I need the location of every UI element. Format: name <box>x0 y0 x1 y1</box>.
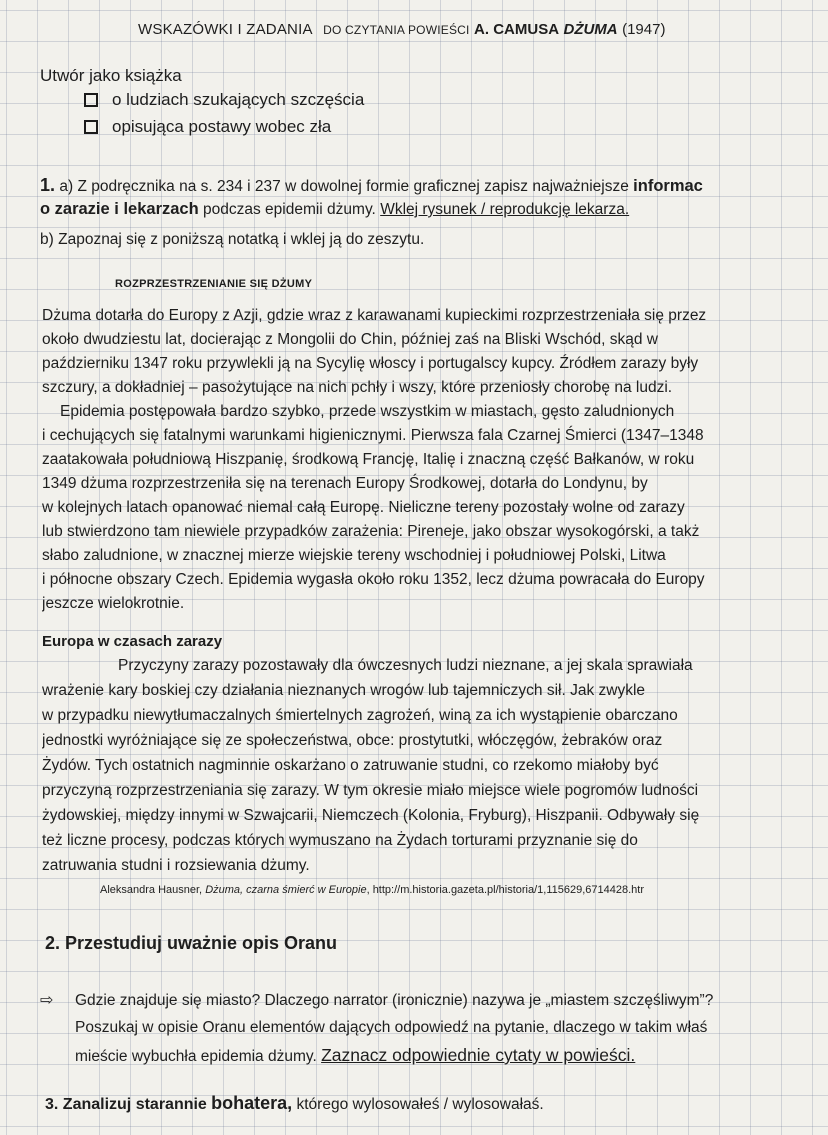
section-paragraph <box>42 653 790 878</box>
task1-a-line2 <box>40 197 810 221</box>
task1-a-line1 <box>40 173 810 197</box>
title-author: A. CAMUSA <box>474 21 560 38</box>
intro-heading: Utwór jako książka <box>40 66 182 85</box>
text-line: zaatakowała południową Hiszpanię, środkową Francję, Italię i znaczną część Bałkanów, w roku <box>42 451 695 468</box>
title-sub: DO CZYTANIA POWIEŚCI <box>323 23 470 37</box>
option-item <box>84 88 584 112</box>
arrow-right-icon: ⇨ <box>40 992 54 1009</box>
source-url: , http://m.historia.gazeta.pl/historia/1,115629,6714428.htr <box>366 884 644 896</box>
text-line: i północne obszary Czech. Epidemia wygasła około roku 1352, lecz dżuma powracała do Europy <box>42 571 705 588</box>
task1-a-text: Z podręcznika na s. 234 i 237 w dowolnej formie graficznej zapisz najważniejsze <box>77 178 629 195</box>
text-line: w przypadku niewytłumaczalnych śmiertelnych zagrożeń, winą za ich wystąpienie obarczano <box>42 707 678 724</box>
source-citation <box>100 882 828 898</box>
text-line: jednostki wyróżniające się ze społeczeństwa, obce: prostytutki, włóczęgów, żebraków oraz <box>42 732 663 749</box>
text-line: zatruwania studni i rozsiewania dżumy. <box>42 857 310 874</box>
task1-a-bold: o zarazie i lekarzach <box>40 200 199 218</box>
task2-question: Gdzie znajduje się miasto? Dlaczego narrator (ironicznie) nazywa je „miastem szczęśliwym”? <box>75 992 714 1009</box>
task2-search-line2 <box>75 1042 828 1068</box>
text-line: szczury, a dokładniej – pasożytujące na nich pchły i wszy, które przeniosły chorobę na ludzi. <box>42 379 673 396</box>
text-line: około dwudziestu lat, docierając z Mongolii do Chin, później zaś na Bliski Wschód, skąd w <box>42 331 658 348</box>
text-line: Dżuma dotarła do Europy z Azji, gdzie wraz z karawanami kupieckimi rozprzestrzeniała się przez <box>42 307 707 324</box>
document-title <box>138 18 738 42</box>
text-line: Żydów. Tych ostatnich nagminnie oskarżano o zatruwanie studni, co rzekomo miałoby być <box>42 757 659 774</box>
text-line: jeszcze wielokrotnie. <box>42 595 185 612</box>
title-main: WSKAZÓWKI I ZADANIA <box>138 21 313 38</box>
task2-search-line1: Poszukaj w opisie Oranu elementów dających odpowiedź na pytanie, dlaczego w takim właś <box>75 1019 708 1036</box>
text-line: i cechujących się fatalnymi warunkami higienicznymi. Pierwsza fala Czarnej Śmierci (1347–1348 <box>42 427 704 444</box>
text-line: Epidemia postępowała bardzo szybko, przede wszystkim w miastach, gęsto zaludnionych <box>60 403 675 420</box>
text-line: też liczne procesy, podczas których wymuszano na Żydach torturami przyznanie się do <box>42 832 638 849</box>
checkbox-icon <box>84 93 98 107</box>
source-author: Aleksandra Hausner, <box>100 884 203 896</box>
text-line: przyczyną rozprzestrzeniania się zarazy. W tym okresie miało miejsce wiele pogromów ludności <box>42 782 699 799</box>
task2-search-text: mieście wybuchła epidemia dżumy. <box>75 1048 317 1065</box>
task1-b-text: Zapoznaj się z poniższą notatką i wklej ją do zeszytu. <box>58 231 425 248</box>
source-work: Dżuma, czarna śmierć w Europie <box>205 884 367 896</box>
option-item <box>84 115 584 139</box>
task3-heading: 3. Zanalizuj starannie <box>45 1096 207 1113</box>
text-line: w kolejnych latach opanować niemal całą Europę. Nieliczne tereny pozostały wolne od zarazy <box>42 499 685 516</box>
task1-number: 1. <box>40 175 56 195</box>
task3-rest: którego wylosowałeś / wylosowałaś. <box>296 1096 544 1113</box>
text-line: żydowskiej, między innymi w Szwajcarii, Niemczech (Kolonia, Fryburg), Hiszpanii. Odbywały się <box>42 807 700 824</box>
task2-search-underlined: Zaznacz odpowiednie cytaty w powieści. <box>321 1045 636 1065</box>
text-line: lub stwierdzono tam niewiele przypadków zarażenia: Pireneje, jako obszar wysokogórski, a takż <box>42 523 700 540</box>
note-heading: ROZPRZESTRZENIANIE SIĘ DŻUMY <box>115 278 313 290</box>
title-year: (1947) <box>622 21 666 38</box>
task1-a-text2: podczas epidemii dżumy. <box>202 201 376 218</box>
note-paragraph-1 <box>42 304 790 400</box>
task1-a-label: a) <box>59 178 74 195</box>
option-label: o ludziach szukających szczęścia <box>112 90 365 109</box>
task1-a-underlined: Wklej rysunek / reprodukcję lekarza. <box>380 201 630 218</box>
option-label: opisująca postawy wobec zła <box>112 117 332 136</box>
task1-a-text-end: informac <box>633 177 703 195</box>
section-heading: Europa w czasach zarazy <box>42 633 223 650</box>
task1-b-label: b) <box>40 231 54 248</box>
text-line: słabo zaludnione, w znacznej mierze wiejskie tereny wschodniej i południowej Polski, Litwa <box>42 547 666 564</box>
task2-heading: 2. Przestudiuj uważnie opis Oranu <box>45 933 338 953</box>
text-line: październiku 1347 roku przywlekli ją na Sycylię włoscy i portugalscy kupcy. Źródłem zarazy były <box>42 355 699 372</box>
task1-b-line <box>40 228 810 252</box>
checkbox-icon <box>84 120 98 134</box>
text-line: 1349 dżuma rozprzestrzeniła się na terenach Europy Środkowej, dotarła do Londynu, by <box>42 475 648 492</box>
text-line: Przyczyny zarazy pozostawały dla ówczesnych ludzi nieznane, a jej skala sprawiała <box>118 657 693 674</box>
note-paragraph-2 <box>42 400 790 616</box>
task3-hero: bohatera, <box>211 1093 293 1113</box>
title-book: DŻUMA <box>563 21 618 38</box>
text-line: wrażenie kary boskiej czy działania nieznanych wrogów lub tajemniczych sił. Jak zwykle <box>42 682 646 699</box>
task3-line <box>45 1090 785 1116</box>
